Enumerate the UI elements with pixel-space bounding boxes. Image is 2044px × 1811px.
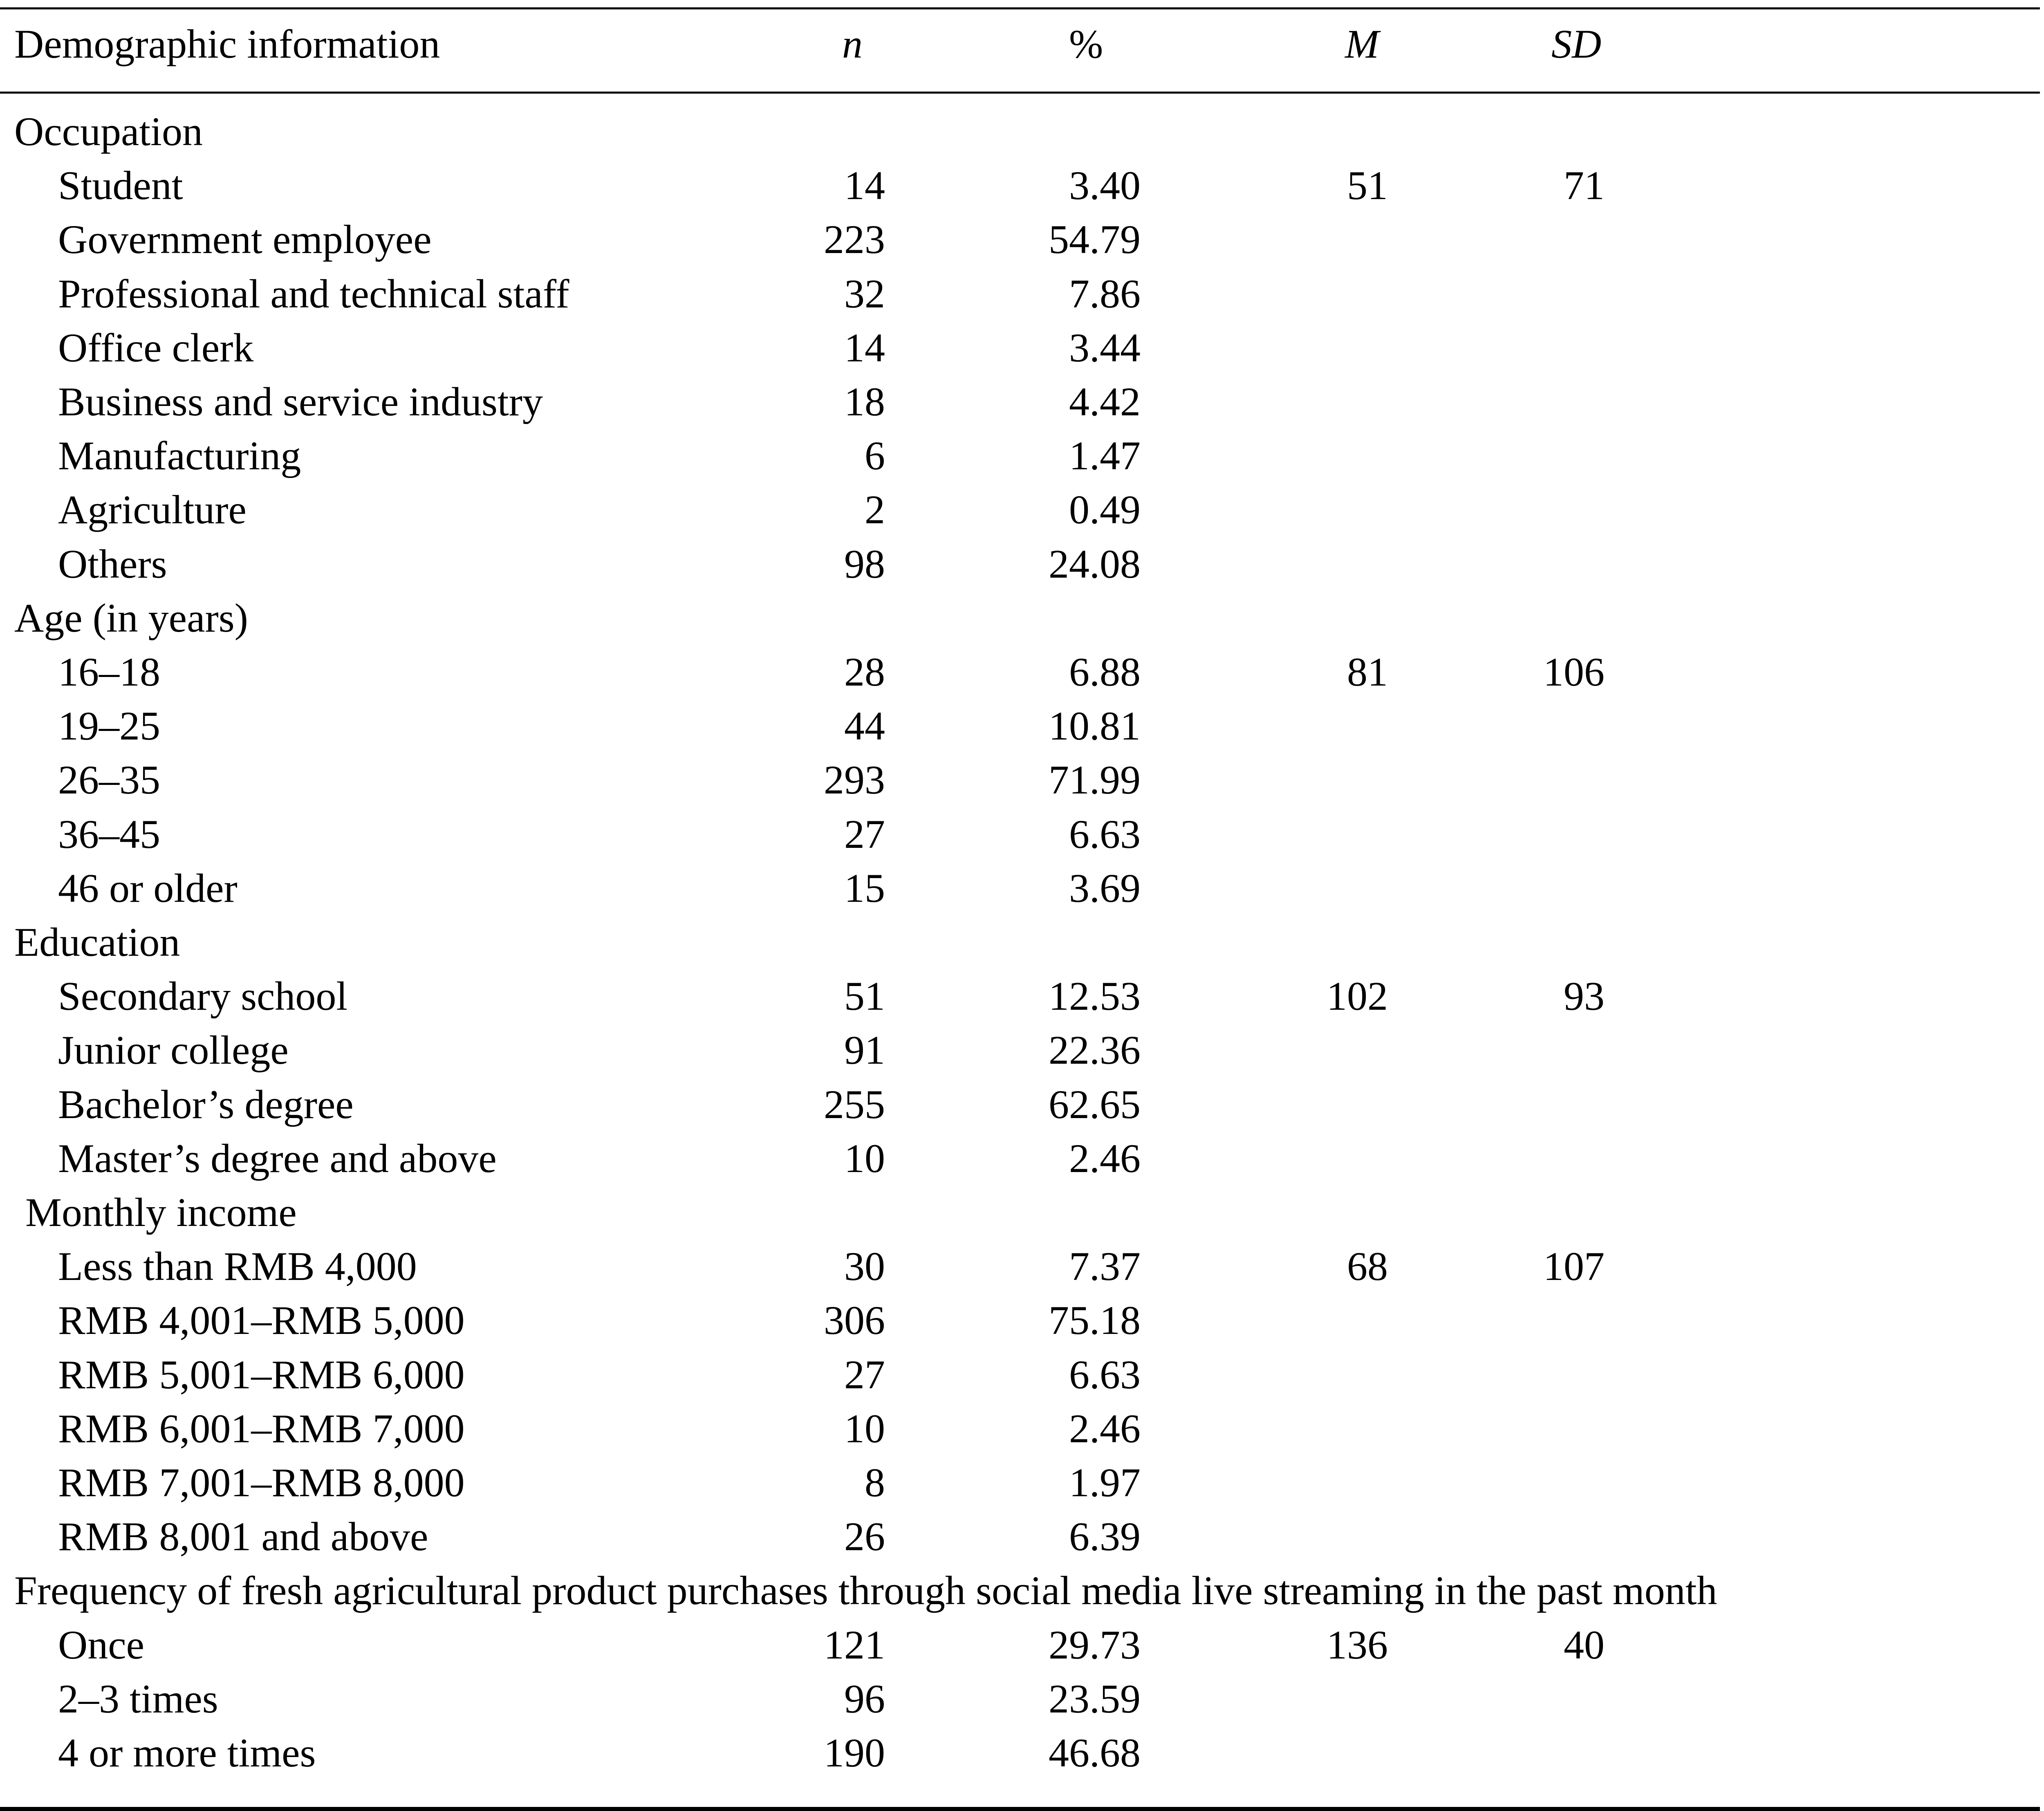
row-label: RMB 6,001–RMB 7,000: [58, 1405, 465, 1451]
cell-percent: 3.69: [1069, 865, 1141, 911]
cell-n: 306: [824, 1298, 885, 1343]
row-label: Bachelor’s degree: [58, 1081, 354, 1127]
cell-percent: 75.18: [1049, 1298, 1141, 1343]
cell-n: 91: [844, 1027, 885, 1073]
row-label: RMB 5,001–RMB 6,000: [58, 1352, 465, 1397]
cell-percent: 6.63: [1069, 1352, 1141, 1397]
cell-mean: 51: [1347, 163, 1388, 208]
table-row: [0, 1672, 2040, 1726]
cell-percent: 71.99: [1049, 757, 1141, 803]
row-label: Manufacturing: [58, 433, 301, 479]
cell-mean: 68: [1347, 1244, 1388, 1289]
top-rule: [0, 7, 2040, 9]
table-row: [0, 861, 2040, 915]
row-label: Agriculture: [58, 487, 247, 533]
cell-percent: 2.46: [1069, 1135, 1141, 1181]
row-label: Secondary school: [58, 973, 348, 1019]
cell-n: 14: [844, 163, 885, 208]
cell-n: 223: [824, 217, 885, 262]
table-row: [0, 213, 2040, 267]
table-row: [0, 1078, 2040, 1132]
row-label: 36–45: [58, 811, 160, 857]
row-label: Junior college: [58, 1027, 289, 1073]
cell-sd: 93: [1564, 973, 1605, 1019]
cell-n: 32: [844, 271, 885, 316]
row-label: Less than RMB 4,000: [58, 1244, 417, 1289]
cell-mean: 136: [1327, 1622, 1388, 1668]
cell-percent: 1.47: [1069, 433, 1141, 479]
cell-percent: 12.53: [1049, 973, 1141, 1019]
cell-n: 27: [844, 1352, 885, 1397]
cell-percent: 2.46: [1069, 1405, 1141, 1451]
table-row: [0, 375, 2040, 429]
cell-n: 293: [824, 757, 885, 803]
cell-percent: 54.79: [1049, 217, 1141, 262]
cell-percent: 6.39: [1069, 1514, 1141, 1560]
row-label: 19–25: [58, 703, 160, 749]
cell-percent: 3.44: [1069, 325, 1141, 370]
cell-percent: 3.40: [1069, 163, 1141, 208]
cell-n: 8: [865, 1460, 885, 1505]
category-label: Occupation: [14, 109, 203, 154]
category-label: Monthly income: [25, 1190, 297, 1235]
category-label: Age (in years): [14, 595, 248, 641]
row-label: RMB 4,001–RMB 5,000: [58, 1298, 465, 1343]
cell-percent: 29.73: [1049, 1622, 1141, 1668]
category-row: [0, 1564, 2040, 1618]
table-row: [0, 267, 2040, 321]
header-n: n: [842, 21, 863, 67]
cell-n: 28: [844, 649, 885, 695]
table-row: [0, 429, 2040, 483]
table-row: [0, 969, 2040, 1023]
cell-n: 27: [844, 811, 885, 857]
category-label: Frequency of fresh agricultural product purchases through social media live streaming in the past month: [14, 1568, 1717, 1614]
cell-sd: 106: [1543, 649, 1605, 695]
table-row: [0, 699, 2040, 753]
table-header-row: [0, 17, 2040, 71]
table-row: [0, 159, 2040, 213]
row-label: Once: [58, 1622, 144, 1668]
cell-n: 10: [844, 1135, 885, 1181]
row-label: RMB 8,001 and above: [58, 1514, 428, 1560]
cell-percent: 24.08: [1049, 541, 1141, 587]
cell-n: 96: [844, 1676, 885, 1721]
bottom-rule: [0, 1807, 2040, 1811]
table-row: [0, 1510, 2040, 1564]
table-row: [0, 1348, 2040, 1402]
row-label: Professional and technical staff: [58, 271, 569, 316]
row-label: Others: [58, 541, 167, 587]
header-rule: [0, 92, 2040, 94]
cell-sd: 71: [1564, 163, 1605, 208]
row-label: 16–18: [58, 649, 160, 695]
row-label: 26–35: [58, 757, 160, 803]
cell-percent: 62.65: [1049, 1081, 1141, 1127]
table-row: [0, 1293, 2040, 1347]
cell-n: 6: [865, 433, 885, 479]
table-row: [0, 645, 2040, 699]
table-row: [0, 1402, 2040, 1456]
cell-n: 2: [865, 487, 885, 533]
header-sd: SD: [1551, 21, 1602, 67]
cell-percent: 7.37: [1069, 1244, 1141, 1289]
cell-n: 98: [844, 541, 885, 587]
table-row: [0, 537, 2040, 591]
row-label: Government employee: [58, 217, 432, 262]
cell-n: 44: [844, 703, 885, 749]
cell-n: 51: [844, 973, 885, 1019]
row-label: 46 or older: [58, 865, 238, 911]
header-percent: %: [1069, 21, 1103, 67]
row-label: 2–3 times: [58, 1676, 218, 1721]
cell-n: 190: [824, 1730, 885, 1775]
row-label: Master’s degree and above: [58, 1135, 497, 1181]
cell-n: 14: [844, 325, 885, 370]
cell-sd: 40: [1564, 1622, 1605, 1668]
cell-sd: 107: [1543, 1244, 1605, 1289]
table-row: [0, 1456, 2040, 1510]
category-row: [0, 1186, 2040, 1239]
cell-n: 10: [844, 1405, 885, 1451]
cell-percent: 0.49: [1069, 487, 1141, 533]
table-row: [0, 1023, 2040, 1077]
cell-mean: 81: [1347, 649, 1388, 695]
cell-percent: 46.68: [1049, 1730, 1141, 1775]
table-row: [0, 807, 2040, 861]
cell-n: 121: [824, 1622, 885, 1668]
cell-percent: 6.63: [1069, 811, 1141, 857]
cell-n: 26: [844, 1514, 885, 1560]
row-label: Office clerk: [58, 325, 254, 370]
category-row: [0, 591, 2040, 645]
cell-percent: 10.81: [1049, 703, 1141, 749]
cell-percent: 4.42: [1069, 379, 1141, 424]
table-row: [0, 1132, 2040, 1186]
category-row: [0, 105, 2040, 159]
cell-percent: 6.88: [1069, 649, 1141, 695]
table-row: [0, 1618, 2040, 1672]
header-demographic-information: Demographic information: [14, 21, 440, 67]
table-row: [0, 753, 2040, 807]
row-label: Student: [58, 163, 183, 208]
cell-percent: 23.59: [1049, 1676, 1141, 1721]
cell-n: 18: [844, 379, 885, 424]
cell-n: 15: [844, 865, 885, 911]
cell-percent: 7.86: [1069, 271, 1141, 316]
category-label: Education: [14, 919, 180, 965]
header-mean: M: [1345, 21, 1379, 67]
cell-percent: 22.36: [1049, 1027, 1141, 1073]
cell-mean: 102: [1327, 973, 1388, 1019]
category-row: [0, 915, 2040, 969]
row-label: 4 or more times: [58, 1730, 316, 1775]
row-label: Business and service industry: [58, 379, 543, 424]
table-row: [0, 321, 2040, 375]
cell-n: 30: [844, 1244, 885, 1289]
table-row: [0, 1726, 2040, 1780]
cell-percent: 1.97: [1069, 1460, 1141, 1505]
table-row: [0, 483, 2040, 537]
row-label: RMB 7,001–RMB 8,000: [58, 1460, 465, 1505]
cell-n: 255: [824, 1081, 885, 1127]
table-row: [0, 1239, 2040, 1293]
